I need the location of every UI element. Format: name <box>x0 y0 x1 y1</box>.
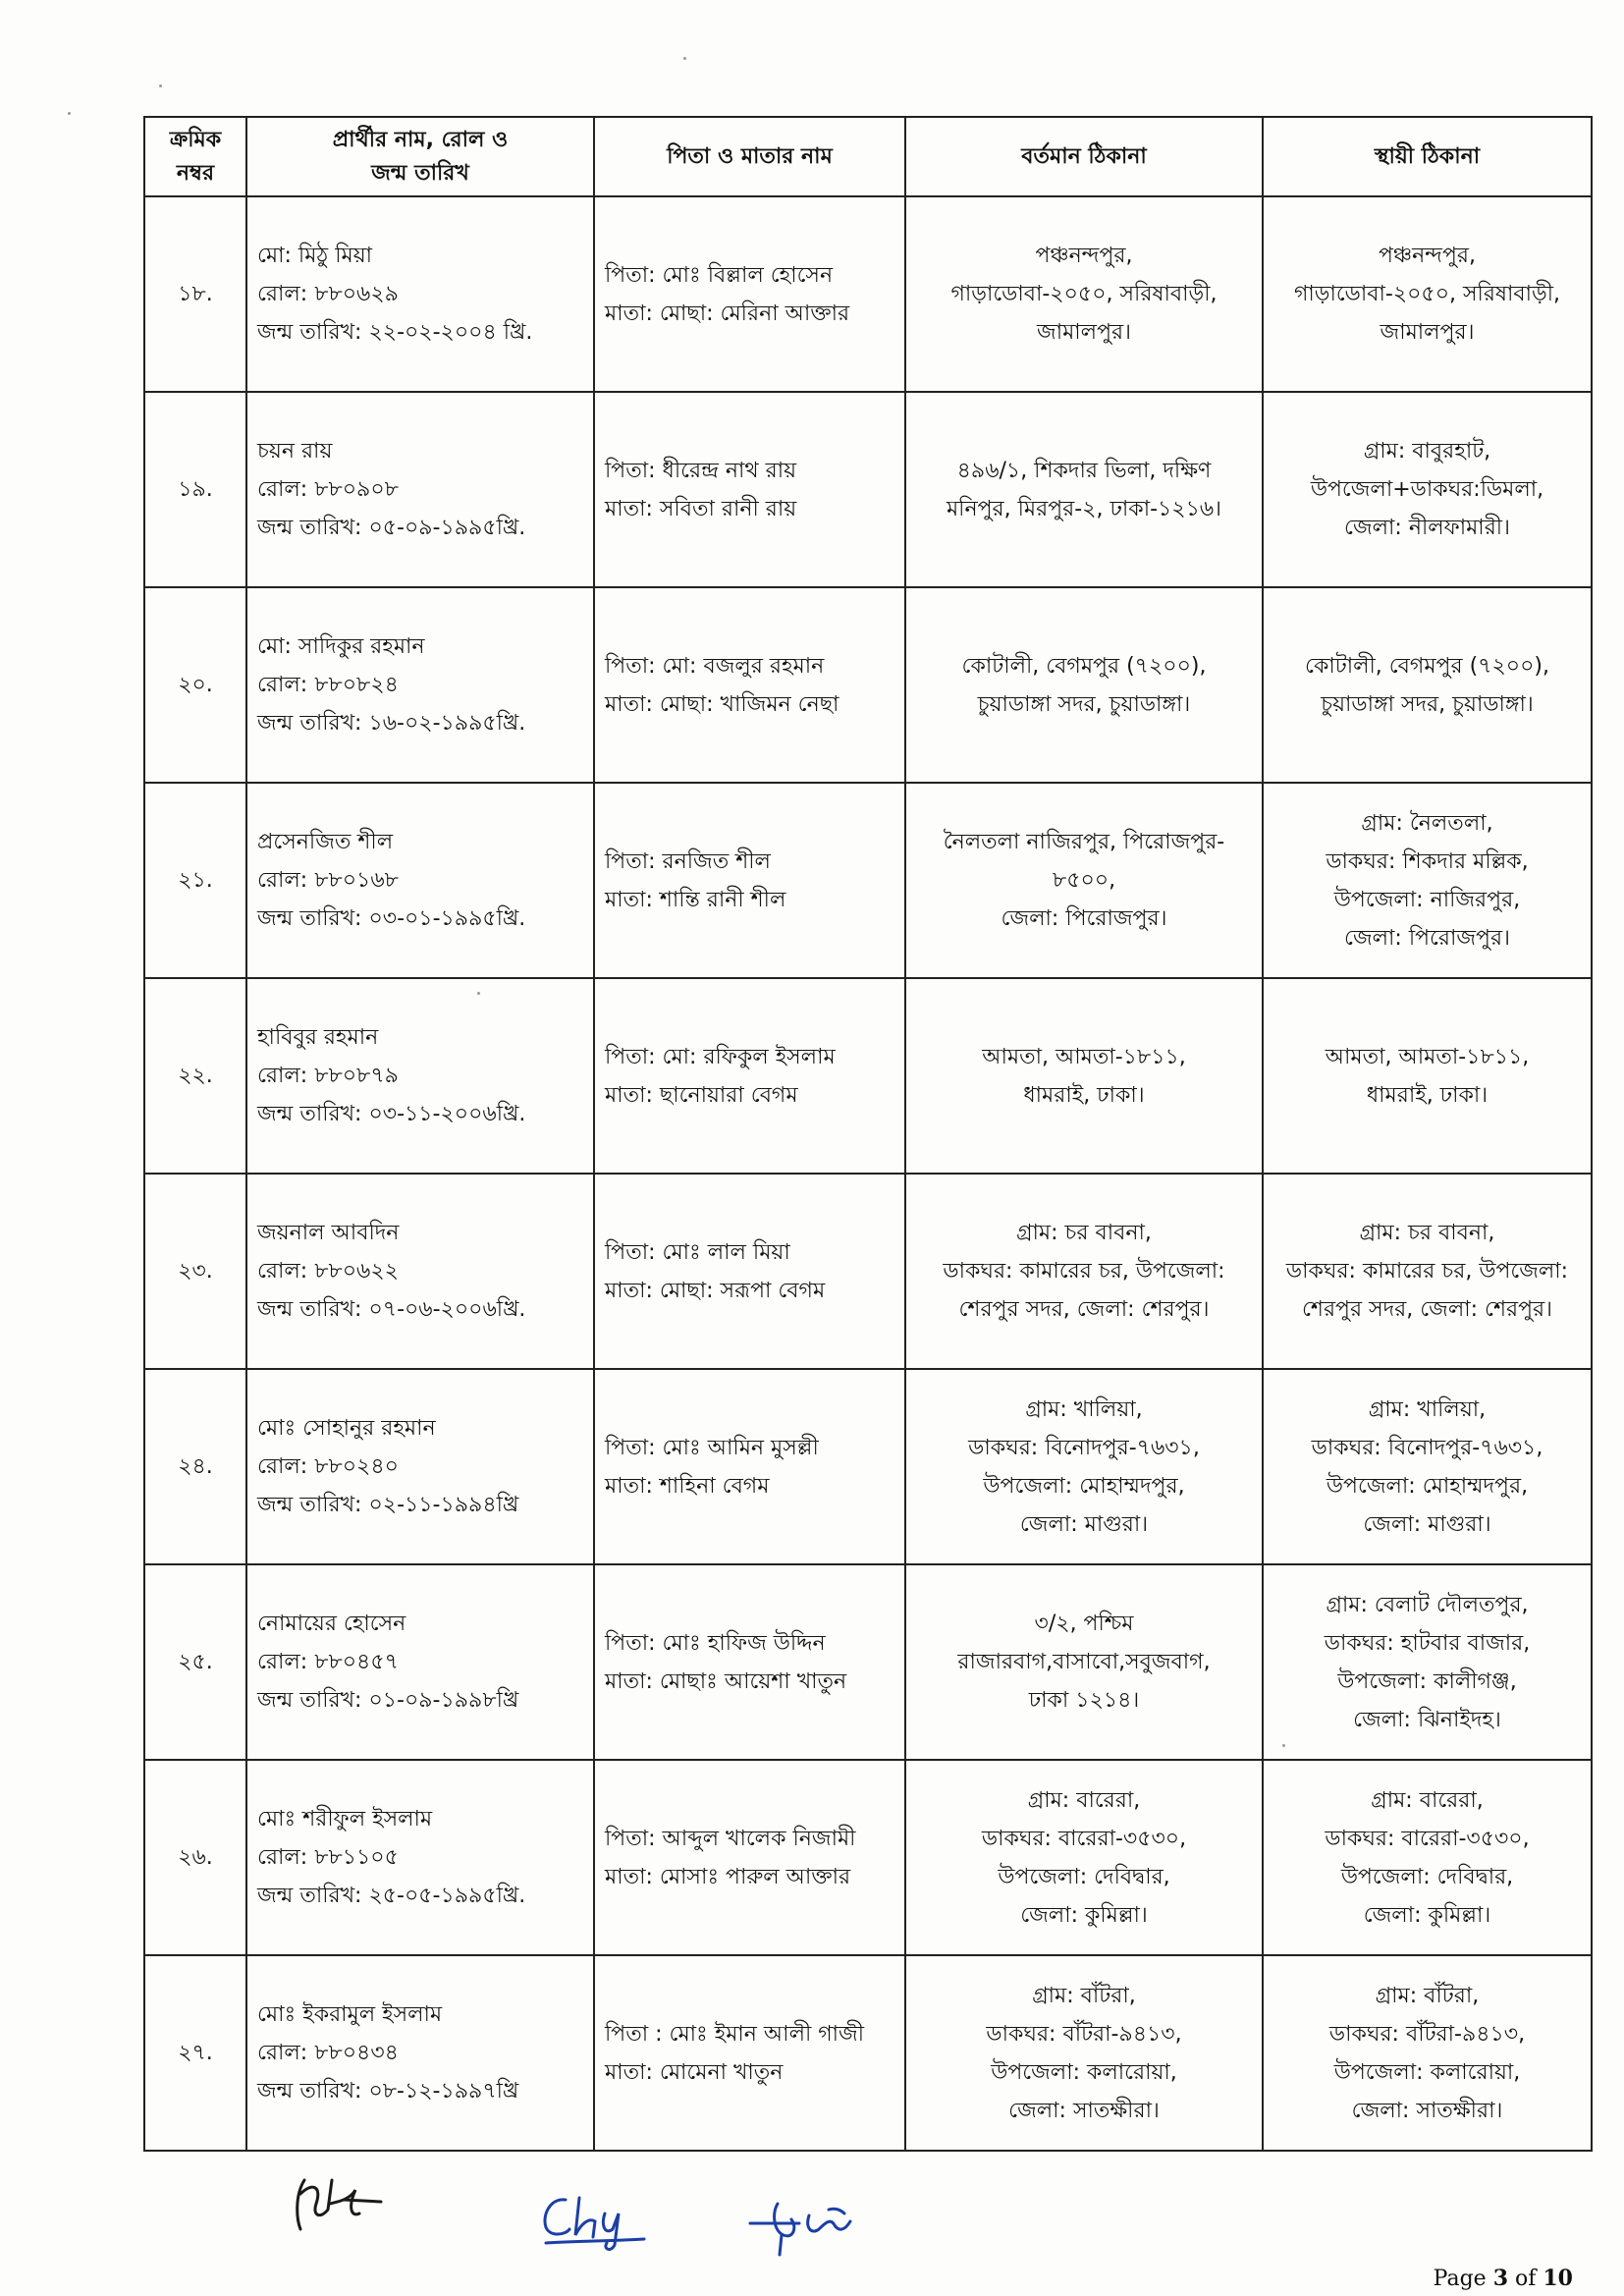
address-line: কোটালী, বেগমপুর (৭২০০), <box>1305 653 1549 679</box>
candidate-cell <box>246 978 594 1174</box>
present-address <box>905 1174 1263 1369</box>
address-line: মনিপুর, মিরপুর-২, ঢাকা-১২১৬। <box>946 496 1222 521</box>
address-line: আমতা, আমতা-১৮১১, <box>1325 1044 1530 1069</box>
address-line: ডাকঘর: বিনোদপুর-৭৬৩১, <box>968 1435 1200 1460</box>
address-line: উপজেলা: কালীগঞ্জ, <box>1337 1668 1517 1694</box>
candidate-name: মোঃ শরীফুল ইসলাম <box>257 1807 433 1831</box>
address-line: উপজেলা: মোহাম্মদপুর, <box>1326 1473 1529 1499</box>
table-row <box>144 1564 1592 1760</box>
header-parents: পিতা ও মাতার নাম <box>594 117 905 196</box>
mother-name: মাতা: মোছা: সরূপা বেগম <box>605 1278 826 1303</box>
candidate-name: মোঃ ইকরামুল ইসলাম <box>257 2002 443 2027</box>
address-line: গ্রাম: বাঁটরা, <box>1032 1983 1136 2008</box>
candidate-cell <box>246 783 594 978</box>
present-address <box>905 1369 1263 1564</box>
header-serial <box>144 117 246 196</box>
parents-cell <box>594 392 905 587</box>
table-row <box>144 1174 1592 1369</box>
candidate-name: নোমায়ের হোসেন <box>257 1612 406 1636</box>
candidate-dob: জন্ম তারিখ: ১৬-০২-১৯৯৫খ্রি. <box>257 711 526 736</box>
permanent-address <box>1263 392 1592 587</box>
mother-name: মাতা: সবিতা রানী রায় <box>605 496 797 521</box>
address-line: উপজেলা+ডাকঘর:ডিমলা, <box>1310 477 1544 502</box>
present-address <box>905 783 1263 978</box>
mother-name: মাতা: শাহিনা বেগম <box>605 1473 770 1499</box>
serial-number: ২১. <box>144 783 246 978</box>
candidate-dob: জন্ম তারিখ: ০২-১১-১৯৯৪খ্রি <box>257 1493 519 1517</box>
candidate-name: মো: মিঠু মিয়া <box>257 244 373 268</box>
candidate-table <box>143 116 1593 2152</box>
permanent-address <box>1263 1955 1592 2151</box>
address-line: ধামরাই, ঢাকা। <box>1023 1082 1145 1108</box>
candidate-cell <box>246 1760 594 1955</box>
present-address <box>905 392 1263 587</box>
mother-name: মাতা: মোছাঃ আয়েশা খাতুন <box>605 1668 847 1694</box>
candidate-cell <box>246 196 594 392</box>
address-line: গ্রাম: বারেরা, <box>1371 1787 1484 1813</box>
address-line: গ্রাম: বাঁটরা, <box>1375 1983 1480 2008</box>
address-line: উপজেলা: নাজিরপুর, <box>1333 887 1521 912</box>
candidate-cell <box>246 1369 594 1564</box>
address-line: ডাকঘর: কামারের চর, উপজেলা: <box>943 1259 1225 1284</box>
address-line: উপজেলা: দেবিদ্বার, <box>998 1864 1170 1889</box>
page-number <box>1434 2266 1573 2291</box>
signature-2 <box>536 2186 683 2255</box>
table-row <box>144 1369 1592 1564</box>
address-line: গ্রাম: চর বাবনা, <box>1016 1221 1152 1245</box>
candidate-dob: জন্ম তারিখ: ০৭-০৬-২০০৬খ্রি. <box>257 1297 526 1322</box>
table-row <box>144 587 1592 783</box>
address-line: ডাকঘর: বিনোদপুর-৭৬৩১, <box>1311 1435 1543 1460</box>
address-line: ডাকঘর: হাটবার বাজার, <box>1324 1630 1531 1656</box>
father-name: পিতা: মোঃ বিল্লাল হোসেন <box>605 262 834 288</box>
candidate-name: জয়নাল আবদিন <box>257 1221 400 1245</box>
candidate-dob: জন্ম তারিখ: ০৩-০১-১৯৯৫খ্রি. <box>257 906 526 931</box>
candidate-cell <box>246 587 594 783</box>
address-line: ঢাকা ১২১৪। <box>1028 1688 1140 1713</box>
candidate-name: মোঃ সোহানুর রহমান <box>257 1416 436 1441</box>
address-line: আমতা, আমতা-১৮১১, <box>982 1044 1186 1069</box>
candidate-roll: রোল: ৮৮০৮৭৯ <box>257 1064 399 1088</box>
table-row <box>144 978 1592 1174</box>
address-line: ডাকঘর: বারেরা-৩৫৩০, <box>981 1826 1187 1851</box>
candidate-cell <box>246 392 594 587</box>
page-label: Page <box>1433 2267 1493 2291</box>
candidate-name: চয়ন রায় <box>257 439 333 464</box>
father-name: পিতা: ধীরেন্দ্র নাথ রায় <box>605 458 797 483</box>
parents-cell <box>594 1369 905 1564</box>
father-name: পিতা: রনজিত শীল <box>605 848 771 874</box>
mother-name: মাতা: মোসাঃ পারুল আক্তার <box>605 1864 851 1889</box>
candidate-name: মো: সাদিকুর রহমান <box>257 634 425 659</box>
candidate-roll: রোল: ৮৮০৬২৯ <box>257 282 399 306</box>
candidate-cell <box>246 1174 594 1369</box>
signature-1 <box>291 2160 389 2239</box>
serial-number: ২৬. <box>144 1760 246 1955</box>
present-address <box>905 587 1263 783</box>
father-name: পিতা: মো: বজলুর রহমান <box>605 653 825 679</box>
page-total: 10 <box>1543 2266 1573 2291</box>
present-address <box>905 978 1263 1174</box>
father-name: পিতা: আব্দুল খালেক নিজামী <box>605 1826 856 1851</box>
mother-name: মাতা: ছানোয়ারা বেগম <box>605 1082 798 1108</box>
candidate-roll: রোল: ৮৮০৬২২ <box>257 1259 399 1284</box>
candidate-roll: রোল: ৮৮০১৬৮ <box>257 868 399 893</box>
address-line: জেলা: কুমিল্লা। <box>1020 1902 1148 1928</box>
candidate-dob: জন্ম তারিখ: ০৩-১১-২০০৬খ্রি. <box>257 1102 526 1126</box>
table-header-row <box>144 117 1592 196</box>
address-line: জামালপুর। <box>1380 320 1475 345</box>
permanent-address <box>1263 196 1592 392</box>
serial-number: ২২. <box>144 978 246 1174</box>
address-line: গ্রাম: খালিয়া, <box>1025 1396 1143 1422</box>
candidate-roll: রোল: ৮৮০৯০৮ <box>257 477 399 502</box>
candidate-dob: জন্ম তারিখ: ০৫-০৯-১৯৯৫খ্রি. <box>257 516 526 540</box>
father-name: পিতা: মো: রফিকুল ইসলাম <box>605 1044 836 1069</box>
header-candidate-line: প্রার্থীর নাম, রোল ও <box>332 127 509 152</box>
address-line: উপজেলা: দেবিদ্বার, <box>1340 1864 1514 1889</box>
address-line: জেলা: কুমিল্লা। <box>1363 1902 1491 1928</box>
scan-speck <box>683 57 686 60</box>
address-line: শেরপুর সদর, জেলা: শেরপুর। <box>1302 1297 1552 1322</box>
address-line: নৈলতলা নাজিরপুর, পিরোজপুর- <box>943 830 1225 854</box>
permanent-address <box>1263 1369 1592 1564</box>
parents-cell <box>594 1564 905 1760</box>
header-serial-line: নম্বর <box>176 160 215 186</box>
address-line: জামালপুর। <box>1037 320 1131 345</box>
table-row <box>144 1760 1592 1955</box>
mother-name: মাতা: মোছা: খাজিমন নেছা <box>605 691 839 717</box>
address-line: শেরপুর সদর, জেলা: শেরপুর। <box>958 1297 1210 1322</box>
address-line: জেলা: সাতক্ষীরা। <box>1008 2098 1160 2123</box>
table-row <box>144 392 1592 587</box>
page-current: 3 <box>1492 2266 1508 2291</box>
address-line: গাড়াডোবা-২০৫০, সরিষাবাড়ী, <box>1293 282 1561 306</box>
candidate-cell <box>246 1955 594 2151</box>
father-name: পিতা : মোঃ ইমান আলী গাজী <box>605 2021 865 2047</box>
address-line: গ্রাম: বেলাট দৌলতপুর, <box>1326 1592 1529 1617</box>
address-line: রাজারবাগ,বাসাবো,সবুজবাগ, <box>957 1650 1211 1674</box>
header-candidate-line: জন্ম তারিখ <box>371 160 469 186</box>
candidate-roll: রোল: ৮৮০২৪০ <box>257 1454 399 1479</box>
header-serial-line: ক্রমিক <box>169 127 222 152</box>
candidate-dob: জন্ম তারিখ: ০১-০৯-১৯৯৮খ্রি <box>257 1688 519 1713</box>
scan-speck <box>159 84 162 87</box>
parents-cell <box>594 1760 905 1955</box>
present-address <box>905 1760 1263 1955</box>
address-line: পঞ্চনন্দপুর, <box>1379 244 1476 268</box>
parents-cell <box>594 783 905 978</box>
address-line: জেলা: সাতক্ষীরা। <box>1351 2098 1503 2123</box>
address-line: জেলা: পিরোজপুর। <box>1001 906 1167 931</box>
parents-cell <box>594 978 905 1174</box>
address-line: ডাকঘর: কামারের চর, উপজেলা: <box>1285 1259 1569 1284</box>
address-line: জেলা: ঝিনাইদহ। <box>1353 1707 1501 1732</box>
address-line: ৩/২, পশ্চিম <box>1034 1612 1134 1636</box>
parents-cell <box>594 196 905 392</box>
scan-speck <box>68 112 71 115</box>
address-line: ডাকঘর: বাঁটরা-৯৪১৩, <box>1328 2021 1526 2047</box>
table-row <box>144 1955 1592 2151</box>
address-line: উপজেলা: কলারোয়া, <box>991 2059 1177 2085</box>
permanent-address <box>1263 978 1592 1174</box>
address-line: জেলা: নীলফামারী। <box>1344 516 1510 540</box>
address-line: ডাকঘর: বারেরা-৩৫৩০, <box>1325 1826 1530 1851</box>
present-address <box>905 1955 1263 2151</box>
serial-number: ১৮. <box>144 196 246 392</box>
address-line: ডাকঘর: শিকদার মল্লিক, <box>1326 848 1529 874</box>
candidate-dob: জন্ম তারিখ: ২৫-০৫-১৯৯৫খ্রি. <box>257 1884 526 1908</box>
serial-number: ২৪. <box>144 1369 246 1564</box>
address-line: ৪৯৬/১, শিকদার ভিলা, দক্ষিণ <box>956 458 1212 483</box>
candidate-roll: রোল: ৮৮০৪৩৪ <box>257 2041 399 2065</box>
address-line: গ্রাম: নৈলতলা, <box>1361 810 1493 836</box>
permanent-address <box>1263 783 1592 978</box>
parents-cell <box>594 1955 905 2151</box>
page-label-of: of <box>1508 2267 1543 2291</box>
candidate-name: প্রসেনজিত শীল <box>257 830 394 854</box>
serial-number: ২৫. <box>144 1564 246 1760</box>
header-present-address: বর্তমান ঠিকানা <box>905 117 1263 196</box>
address-line: ধামরাই, ঢাকা। <box>1366 1082 1489 1108</box>
table-row <box>144 196 1592 392</box>
table-row <box>144 783 1592 978</box>
father-name: পিতা: মোঃ হাফিজ উদ্দিন <box>605 1630 826 1656</box>
header-candidate <box>246 117 594 196</box>
mother-name: মাতা: মোছা: মেরিনা আক্তার <box>605 301 850 326</box>
address-line: জেলা: পিরোজপুর। <box>1344 925 1510 951</box>
permanent-address <box>1263 587 1592 783</box>
permanent-address <box>1263 1760 1592 1955</box>
candidate-dob: জন্ম তারিখ: ০৮-১২-১৯৯৭খ্রি <box>257 2079 519 2104</box>
address-line: ডাকঘর: বাঁটরা-৯৪১৩, <box>986 2021 1182 2047</box>
address-line: কোটালী, বেগমপুর (৭২০০), <box>961 653 1207 679</box>
address-line: জেলা: মাগুরা। <box>1363 1511 1491 1537</box>
mother-name: মাতা: শান্তি রানী শীল <box>605 887 786 912</box>
candidate-name: হাবিবুর রহমান <box>257 1025 379 1050</box>
present-address <box>905 1564 1263 1760</box>
candidate-dob: জন্ম তারিখ: ২২-০২-২০০৪ খ্রি. <box>257 320 533 345</box>
address-line: উপজেলা: কলারোয়া, <box>1333 2059 1521 2085</box>
header-permanent-address: স্থায়ী ঠিকানা <box>1263 117 1592 196</box>
serial-number: ২৩. <box>144 1174 246 1369</box>
address-line: চুয়াডাঙ্গা সদর, চুয়াডাঙ্গা। <box>1321 691 1534 717</box>
candidate-cell <box>246 1564 594 1760</box>
candidate-roll: রোল: ৮৮১১০৫ <box>257 1845 399 1870</box>
address-line: চুয়াডাঙ্গা সদর, চুয়াডাঙ্গা। <box>977 691 1191 717</box>
address-line: ৮৫০০, <box>1052 868 1116 893</box>
address-line: গ্রাম: বারেরা, <box>1027 1787 1141 1813</box>
permanent-address <box>1263 1174 1592 1369</box>
candidate-roll: রোল: ৮৮০৮২৪ <box>257 673 399 697</box>
signature-3 <box>742 2192 890 2261</box>
address-line: গ্রাম: খালিয়া, <box>1368 1396 1487 1422</box>
father-name: পিতা: মোঃ লাল মিয়া <box>605 1239 790 1265</box>
serial-number: ১৯. <box>144 392 246 587</box>
serial-number: ২৭. <box>144 1955 246 2151</box>
address-line: জেলা: মাগুরা। <box>1019 1511 1149 1537</box>
serial-number: ২০. <box>144 587 246 783</box>
mother-name: মাতা: মোমেনা খাতুন <box>605 2059 784 2085</box>
parents-cell <box>594 587 905 783</box>
parents-cell <box>594 1174 905 1369</box>
address-line: গাড়াডোবা-২০৫০, সরিষাবাড়ী, <box>950 282 1218 306</box>
address-line: পঞ্চনন্দপুর, <box>1035 244 1133 268</box>
present-address <box>905 196 1263 392</box>
address-line: উপজেলা: মোহাম্মদপুর, <box>983 1473 1185 1499</box>
candidate-roll: রোল: ৮৮০৪৫৭ <box>257 1650 399 1674</box>
address-line: গ্রাম: বাবুরহাট, <box>1363 439 1491 464</box>
permanent-address <box>1263 1564 1592 1760</box>
father-name: পিতা: মোঃ আমিন মুসল্লী <box>605 1435 819 1460</box>
address-line: গ্রাম: চর বাবনা, <box>1359 1221 1495 1245</box>
